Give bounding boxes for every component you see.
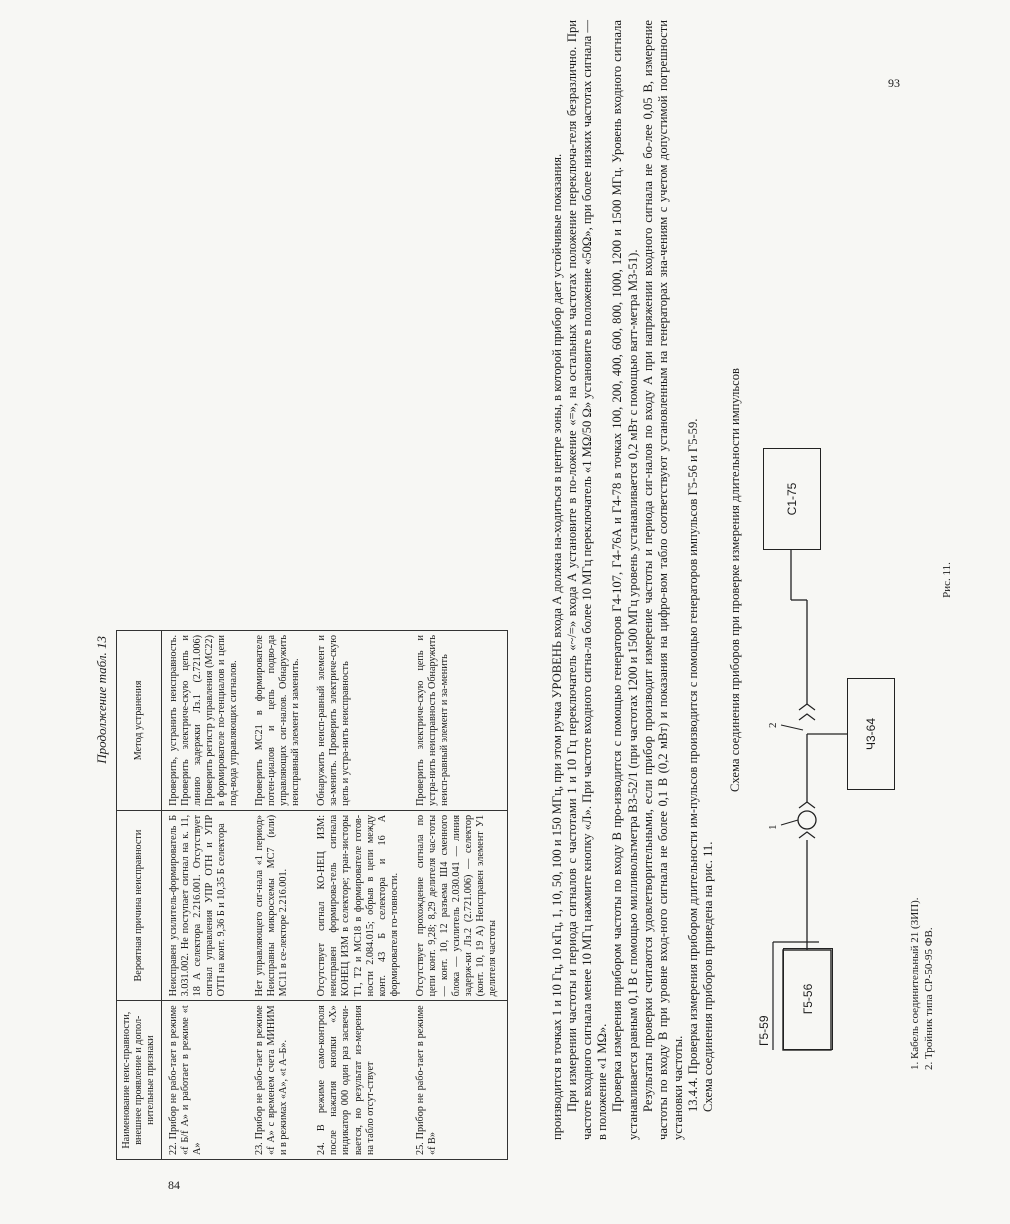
cell-symptom: 25. Прибор не рабо-тает в режиме «f В»: [409, 1001, 508, 1160]
col-header-method: Метод устранения: [117, 631, 162, 811]
left-page-number: 84: [168, 1178, 180, 1192]
cell-cause: Отсутствует сигнал КО-НЕЦ ИЗМ: неисправен формирова-тель сигнала КОНЕЦ ИЗМ в селекторе; тран-зисторы Т1, Т2 и МС18 в формирователе готов-ности 2.084.015; обрыв в цепи между конт. 43 Б селектора и 16 А формирователя го-товности.: [310, 810, 408, 1000]
paragraph: Проверка измерения прибором частоты по входу В про-изводится с помощью генераторов Г4-107, Г4-76А и Г4-78 в точках 100, 200, 400, 600, 800, 1000, 1200 и 1500 МГц. Уровень входного сигнала устанавливается равным 0,1 В с помощью милливольтметра В3-52/1 (при частотах 1200 и 1500 МГц уровень устанавливается 0,2 мВт с помощью ватт-метра М3-51).: [610, 20, 640, 1140]
figure-label: Рис. 11.: [940, 562, 953, 598]
cell-cause: Неисправен усилитель-формирователь Б 3.031.002. Не поступает сигнал на к. 11, 18 А селектора 2.216.001. Отсутствует сигнал управления УПР ОТН и УПР ОТП на конт. 9,36 Б и 10,35 Б селектора: [162, 810, 249, 1000]
table-row: [409, 631, 508, 1160]
label-g5-59: Г5-59: [757, 1015, 772, 1046]
connection-diagram: [751, 430, 901, 1070]
cell-symptom: 23. Прибор не рабо-тает в режиме «f А» с временем счета МИНИМ и в режимах «А», «t А–Б».: [248, 1001, 310, 1160]
marker-2: 2: [767, 722, 780, 728]
table-title: Продолжение табл. 13: [94, 636, 109, 764]
paragraph: Результаты проверки считаются удовлетворительными, если прибор производит измерение частоты и периода сиг-налов по входу А при напряжении входного сигнала не бо-лее 0,05 В, измерение частоты по входу В при уровне вход-ного сигнала не более 0,1 В (0,2 мВт) и показания на цифро-вом табло соответствуют установленным на генераторах зна-чениям с учетом допустимой погрешности установки частоты.: [640, 20, 685, 1140]
footnotes: [909, 20, 937, 1070]
body-text: [550, 20, 716, 1140]
cell-symptom: 22. Прибор не рабо-тает в режиме «f Б/f А» и работает в режиме «t А»: [162, 1001, 249, 1160]
footnote: 2. Тройник типа СР-50-95 ФВ.: [922, 927, 935, 1070]
table-row: [248, 631, 310, 1160]
cell-cause: Отсутствует прохождение сигнала по цепи конт. 9,28; 8,29 делителя час-тоты — конт. 10, 12 разъема Ш4 сменного блока — усилитель 2.030.041 — линия задерж-ки Лз.2 (2.721.006) — селектор (конт. 10, 19 А) Неисправен элемент У1 делителя частоты: [409, 810, 508, 1000]
footnote: 1. Кабель соединительный 21 (ЗИП).: [909, 897, 922, 1070]
marker-1: 1: [767, 824, 780, 830]
faults-table: [116, 630, 508, 1160]
cell-method: Обнаружить неисп-равный элемент и за-менить. Проверить электриче-скую цепь и устра-нить неисправность: [310, 631, 408, 811]
box-g5-56: Г5-56: [783, 948, 833, 1050]
paragraph: 13.4.4. Проверка измерения прибором длительности им-пульсов производится с помощью генераторов импульсов Г5-56 и Г5-59.: [685, 418, 700, 1112]
table-row: [310, 631, 408, 1160]
cell-method: Проверить МС21 в формирователе потен-циалов и цепь подво-да управляющих сиг-налов. Обнаружить неисправный элемент и заменить.: [248, 631, 310, 811]
right-page: [550, 20, 1010, 1140]
cell-cause: Нет управляющего сиг-нала «1 период» Неисправны микросхемы МС7 (или) МС11 в се-лекторе 2.216.001.: [248, 810, 310, 1000]
table-header-row: [117, 631, 162, 1160]
cell-method: Проверить, устранить неисправность. Проверить электриче-скую цепь и линию задержки Лз.1 (2.721.006) Проверить регистр управления (МС22) в формирователе по-тенциалов и цепи под-вода управляющих сигналов.: [162, 631, 249, 811]
col-header-symptom: Наименование неис-правности, внешнее проявление и допол-нительные признаки: [117, 1001, 162, 1160]
figure-caption: Схема соединения приборов при проверке измерения длительности импульсов: [728, 367, 743, 793]
right-page-number: 93: [888, 76, 900, 90]
box-s1-75: С1-75: [763, 448, 821, 550]
box-ch3-64: Ч3-64: [847, 678, 895, 790]
paragraph: При измерении частоты и периода сигналов с частотами 1 и 10 Гц переключатель «~/=» входа А установите в по-ложение «=», на остальных частотах положение переключа-теля безразлично. При частоте входного сигнала менее 10 МГц нажмите кнопку «Л». При частоте входного сигна-ла более 10 МГц переключатель «1 МΩ/50 Ω» установите в положение «50Ω», при более низких частотах сигнала — в положение «1 МΩ».: [565, 20, 610, 1140]
table-row: [162, 631, 249, 1160]
cell-symptom: 24. В режиме само-контроля после нажатия кнопки «X» индикатор 000 один раз засвечи-вается, но результат из-мерения на табло отсут-ствует: [310, 1001, 408, 1160]
paragraph: производится в точках 1 и 10 Гц, 10 кГц, 1, 10, 50, 100 и 150 МГц, при этом ручка УРОВЕНЬ входа А должна на-ходиться в центре зоны, в которой прибор дает устойчивые показания.: [550, 153, 564, 1140]
cell-method: Проверить электриче-скую цепь и устра-нить неисправность Обнаружить неисп-равный элемент и за-менить: [409, 631, 508, 811]
paragraph: Схема соединения приборов приведена на рис. 11.: [701, 841, 716, 1112]
col-header-cause: Вероятная причина неисправности: [117, 810, 162, 1000]
